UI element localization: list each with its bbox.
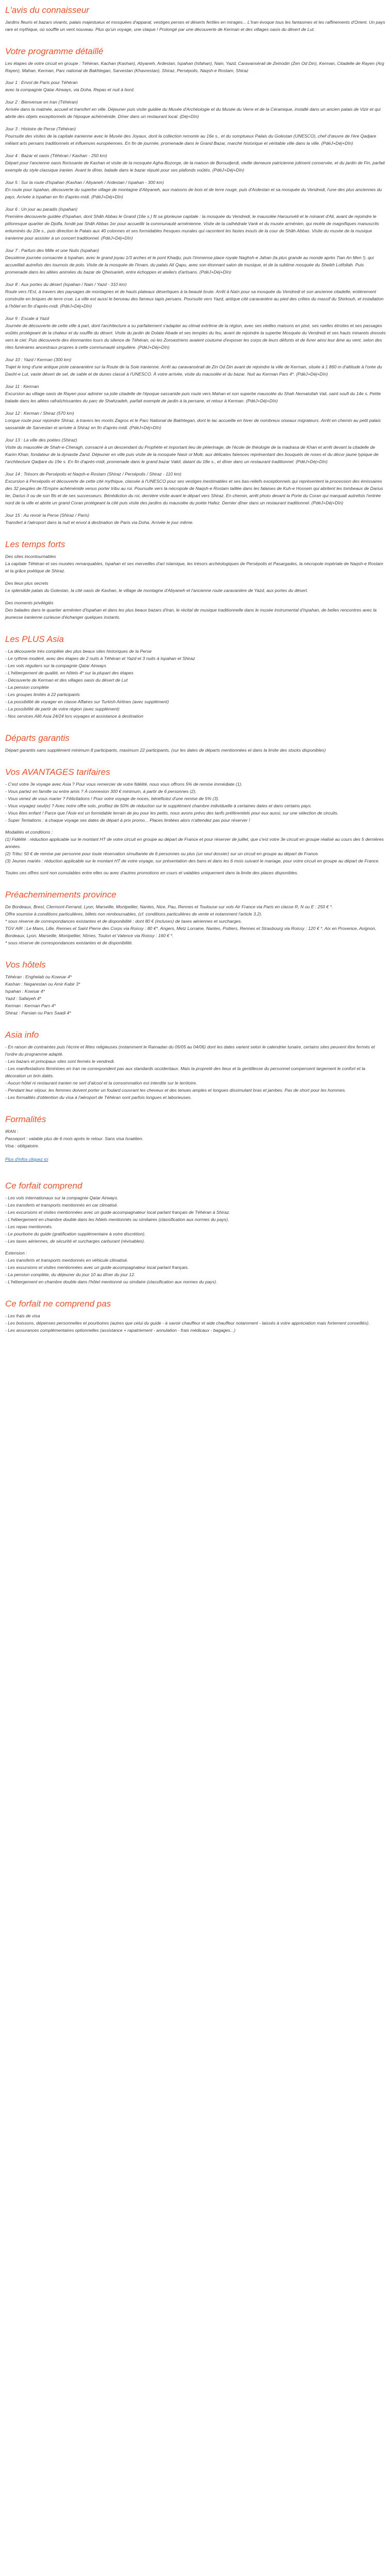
plus-asia-item: - Le rythme modéré, avec des étapes de 2 nuits à Téhéran et Yazd et 3 nuits à Ispahan et Shiraz: [5, 656, 195, 661]
compris-extra-list: [5, 1257, 386, 1285]
day-title: Jour 11 : Kerman: [5, 384, 39, 389]
compris-section: [5, 1181, 386, 1285]
day-description: Arrivée dans la matinée, accueil et transfert en ville. Déjeuner puis visite guidée du Musée d'Archéologie et du Musée du Verre et de la Céramique, installé dans un ancien palais de Vizir et qui abrite des objets exceptionnels de l'époque achéménide. Dîner dans un restaurant local. (Déj+Dîn): [5, 107, 381, 119]
temps-forts-list: [5, 553, 386, 621]
hotel-item: Kerman : Kerman Pars 4*: [5, 1003, 56, 1008]
plus-asia-item: - L'hébergement de qualité, en hôtels 4* sur la plupart des étapes: [5, 670, 134, 675]
temps-forts-title: Les temps forts: [5, 539, 66, 549]
formalites-section: [5, 1114, 386, 1167]
plus-asia-item: - Les groupes limités à 22 participants: [5, 692, 80, 697]
compris-extra-item: - La pension complète, du déjeuner du jour 10 au dîner du jour 12.: [5, 1272, 136, 1277]
compris-extra-item: - Les excursions et visites mentionnées avec un guide accompagnateur local parlant français.: [5, 1265, 189, 1270]
avantages-notes-title: Modalités et conditions :: [5, 829, 53, 835]
compris-extra-item: - Les transferts et transports mentionnés en véhicule climatisé.: [5, 1258, 128, 1263]
itinerary-day: [5, 512, 386, 526]
day-title: Jour 8 : Aux portes du désert (Ispahan / Nain / Yazd - 310 km): [5, 282, 127, 287]
formalites-more-link[interactable]: Plus d'infos cliquez ici: [5, 1157, 48, 1162]
avantage-item: - Super Tentations : à chaque voyage ses dates de départ à prix promo... Places limitées alors n'attendez pas pour réserver !: [5, 818, 250, 823]
preacheminements-title: Préacheminements province: [5, 890, 117, 900]
temps-fort-heading: Des lieux plus secrets: [5, 581, 48, 586]
asia-info-list: [5, 1043, 386, 1101]
compris-item: - Les taxes aériennes, de sécurité et surcharges carburant (révisables).: [5, 1239, 145, 1244]
hotel-item: Shiraz : Parsian ou Pars Saadi 4*: [5, 1010, 71, 1015]
plus-asia-item: - Les vols réguliers sur la compagnie Qatar Airways: [5, 663, 106, 668]
day-description: Excursion à Persépolis et découverte de cette cité mythique, classée à l'UNESCO pour ses vestiges inestimables et ses bas-reliefs exceptionnels qui représentent la procession des émissaires des 32 peuples de l'Empire achéménide venus porter tribu au roi. Poursuite vers la nécropole de Naqsh-e Rostam taillée dans les falaises de Kuh-e Hossein qui abritent les tombeaux de Darius Ier, Darius II ou de son fils et de ses successeurs. Bénédiction du roi, dernière visite avant le départ vers Shiraz. En chemin, arrêt photo devant la Porte du Coran qui marquait autrefois l'entrée nord de la ville et abrite un grand Coran protégeant la cité puis visite des jardins du mausolée du poète Hafez. Dernier dîner dans un restaurant traditionnel. (PdéJ+Déj+Dîn): [5, 479, 383, 505]
day-description: Première découverte guidée d'Ispahan, dont Shâh Abbas le Grand (16e s.) fit sa glorieuse capitale : la mosquée du Vendredi, le mausolée Harounvéli et le minaret d'Ali, avant de rejoindre le pittoresque quartier de Djolfa, fondé par Shâh Abbas 1er pour accueillir la communauté arménienne. Visite de la cathédrale Vank et du musée arménien, qui recèle de magnifiques manuscrits enluminés du 10e s., puis direction le Palais aux 40 colonnes et ses formidables fresques murales qui racontent les fastes inouïs de la cour de Shâh Abbas. Visite du musée de la musique iranienne pour assister à un concert traditionnel. (PdéJ+Déj+Dîn): [5, 214, 379, 241]
itinerary-day: [5, 206, 386, 242]
itinerary-day: [5, 410, 386, 431]
day-title: Jour 12 : Kerman / Shiraz (570 km): [5, 411, 74, 416]
itinerary-day: [5, 179, 386, 200]
avantage-item: - Vous êtes enfant ! Parce que l'Asie est un formidable terrain de jeu pour les petits, nous avons prévu des tarifs préférentiels pour eux aussi, sur une sélection de circuits.: [5, 810, 339, 816]
temps-fort-text: Des balades dans le quartier arménien d'Ispahan et dans les plus beaux bazars d'Iran, le récital de musique traditionnelle dans le musée instrumental d'Ispahan, de belles rencontres avec la jeunesse iranienne curieuse d'échanger quelques instants.: [5, 607, 377, 620]
temps-fort-text: La capitale Téhéran et ses musées remarquables, Ispahan et ses merveilles d'art islamique, les trésors archéologiques de Persépolis et Pasargades, la nécropole impériale de Naqsh-e Rostam et la grâce poétique de Shiraz.: [5, 561, 383, 573]
avantage-item: - Vous venez de vous marier ? Félicitations ! Pour votre voyage de noces, bénéficiez d'une remise de 5% (3).: [5, 796, 219, 801]
compris-title: Ce forfait comprend: [5, 1181, 83, 1191]
avantage-item: - Vous partez en famille ou entre amis ? À connexion 300 € minimum, à partir de 6 personnes (2).: [5, 789, 197, 794]
day-title: Jour 13 : La ville des poètes (Shiraz): [5, 437, 77, 443]
itinerary-day: [5, 356, 386, 378]
plus-asia-item: - La possibilité de voyager en classe Affaires sur Turkish Airlines (avec supplément): [5, 699, 169, 704]
formalites-list: [5, 1128, 386, 1149]
non-compris-item: - Les boissons, dépenses personnelles et pourboires (autres que celui du guide - à savoir chauffeur et aide chauffeur notamment - laissés à votre appréciation mais fortement conseillés).: [5, 1320, 370, 1326]
asia-info-item: - Les manifestations féminines en Iran ne correspondent pas aux standards occidentaux. Mais la propreté des lieux et la gentillesse du personnel compensent largement le confort et la décoration un brin datés.: [5, 1066, 365, 1078]
formalite-item: Passeport : valable plus de 6 mois après le retour. Sans visa Israélien.: [5, 1136, 143, 1141]
temps-fort-item: [5, 599, 386, 621]
itinerary-day: [5, 98, 386, 120]
avantage-note: (1) Fidélité : réduction applicable sur le montant HT de votre circuit en groupe au départ de France et pour réserver de juillet, que c'est votre 3e circuit en groupe réalisé au cours des 5 dernières années.: [5, 837, 384, 849]
avantages-notes: [5, 836, 386, 865]
intro-text: Jardins fleuris et bazars vivants, palais majestueux et mosquées d'apparat, vestiges perses et déserts fertiles en mirages... L'Iran évoque tous les fantasmes et les raffinements d'Orient. Un pays rare et mythique, où souffle un vent nouveau. Plus qu'un voyage, une claque ! Prolongé par une découverte de Kerman et des villages oasis du désert de Lut.: [5, 20, 385, 32]
day-title: Jour 4 : Bazar et oasis (Téhéran / Kashan - 250 km): [5, 153, 107, 158]
day-description: Route vers l'Est, à travers des paysages de montagnes et de hauts plateaux désertiques à la beauté brute. Arrêt à Naïn pour sa mosquée du Vendredi et son ancienne citadelle, entièrement construite en briques de terre crue. La ville est aussi le berceau des fameux tapis persans. Poursuite vers Yazd, antique cité caravanière au pied des crêtes du massif du Shirkouh, et installation à l'hôtel en fin d'après-midi. (PdéJ+Déj+Dîn): [5, 289, 384, 309]
plus-asia-item: - La possibilité de partir de votre région (avec supplément): [5, 706, 120, 711]
programme-section: [5, 46, 386, 526]
formalite-item: Visa : obligatoire.: [5, 1143, 39, 1148]
compris-item: - Les excursions et visites mentionnées avec un guide accompagnateur local parlant français de Téhéran à Shiraz.: [5, 1210, 231, 1215]
itinerary-day: [5, 315, 386, 351]
compris-extra-item: - L'hébergement en chambre double dans l'hôtel mentionné ou similaire (classification aux normes du pays).: [5, 1279, 218, 1284]
avantage-note: (2) Tribu: 50 € de remise par personne pour toute réservation simultanée de 6 personnes ou plus (un seul dossier) sur un circuit en groupe au départ de France.: [5, 851, 319, 856]
itinerary-day: [5, 281, 386, 310]
day-description: avec la compagnie Qatar Airways, via Doha. Repas et nuit à bord.: [5, 87, 135, 92]
asia-info-item: - Pendant leur séjour, les femmes doivent porter un foulard couvrant les cheveux et des tenues amples et longues dissimulant bras et jambes. Pas de short pour les hommes.: [5, 1088, 346, 1093]
temps-fort-item: [5, 580, 386, 594]
non-compris-title: Ce forfait ne comprend pas: [5, 1299, 111, 1309]
day-description: En route pour Ispahan, découverte du superbe village de montagne d'Abyaneh, aux maisons de bois et de terre rouge, puis d'Ardestan et sa mosquée du Vendredi, l'une des plus anciennes du pays. Arrivée à Ispahan en fin d'après-midi. (PdéJ+Déj+Dîn): [5, 187, 382, 199]
day-description: Journée de découverte de cette ville à part, dont l'architecture a su parfaitement s'adapter au climat extrême de la région, avec ses vieilles maisons en pisé, ses ruelles étroites et ses passages voûtés protégeant de la chaleur et du souffle du désert. Visite du jardin de Dolate Abade et ses temples du feu, avant de rejoindre la superbe Mosquée du Vendredi et ses hauts minarets dressés vers le ciel. Puis découverte des étonnantes tours du silence de Téhéran, où les Zoroastriens avaient coutume d'exposer les corps de leurs défunts et de livrer ainsi leur âme au vent, selon des rites funéraires ancestraux propres à cette communauté singulière. (PdéJ+Déj+Dîn): [5, 323, 386, 350]
formalite-item: IRAN :: [5, 1129, 19, 1134]
day-description: Excursion au village oasis de Rayen pour admirer sa jolie citadelle de l'époque sassanide puis route vers Mahan et son superbe mausolée du Shah Nematollah Vali, saint soufi du 14e s. Petite balade dans les allées rafraîchissantes du parc de Shahzadeh, parfait exemple de jardin à la persane, et retour à Kerman. (PdéJ+Déj+Dîn): [5, 391, 381, 403]
preacheminements-section: [5, 890, 386, 946]
asia-info-title: Asia info: [5, 1030, 39, 1040]
avantage-item: - C'est votre 3e voyage avec Asia ? Pour vous remercier de votre fidélité, nous vous offrons 5% de remise immédiate (1).: [5, 782, 242, 787]
day-title: Jour 14 : Trésors de Persépolis et Naqsh-e Rostam (Shiraz / Persépolis / Shiraz - 110 km): [5, 471, 182, 477]
avantages-section: [5, 767, 386, 876]
hotels-list: [5, 973, 386, 1016]
avantages-footer: Toutes ces offres sont non cumulables entre elles ou avec d'autres promotions en cours et valables uniquement dans la limite des places disponibles.: [5, 870, 299, 875]
hotels-title: Vos hôtels: [5, 960, 46, 970]
intro-title: L'avis du connaisseur: [5, 5, 89, 15]
temps-fort-heading: Des sites incontournables: [5, 554, 56, 559]
day-description: Transfert à l'aéroport dans la nuit et envol à destination de Paris via Doha. Arrivée le jour même.: [5, 520, 194, 525]
avantages-title: Vos AVANTAGES tarifaires: [5, 767, 110, 777]
compris-item: - Le pourboire du guide (gratification supplémentaire à votre discrétion).: [5, 1231, 146, 1236]
itinerary-day: [5, 383, 386, 404]
non-compris-list: [5, 1312, 386, 1334]
departs-title: Départs garantis: [5, 733, 70, 743]
plus-asia-item: - La découverte très complète des plus beaux sites historiques de la Perse: [5, 649, 152, 654]
itinerary-day: [5, 247, 386, 276]
temps-fort-text: Le splendide palais du Golestan, la cité oasis de Kashan, le village de montagne d'Abyaneh et l'ancienne route caravanière de Yazd, aux portes du désert.: [5, 588, 308, 593]
day-description: Deuxième journée consacrée à Ispahan, avec le grand joyau 1/3 arches et le pont Khadju, puis l'immense place royale Naghsh-e Jahan (la plus grande au monde après Tian An Men !), qui accueillait autrefois des tournois de polo. Visite de la mosquée de l'Imam, du palais Ali Qapu, avec son étonnant salon de musique, et de la sublime mosquée du Sheikh Lotfollah. Puis promenade dans les allées animées du bazar de Qheisarieh, entre échoppes et ateliers d'artisans. (PdéJ+Déj+Dîn): [5, 255, 374, 275]
asia-info-item: - Aucun hôtel ni restaurant iranien ne sert d'alcool et la consommation est interdite sur le territoire.: [5, 1080, 197, 1086]
day-description: Visite du mausolée de Shah-e-Cheragh, consacré à un descendant du Prophète et important lieu de pèlerinage, de l'école de théologie de la madrasa de Khan et arrêt devant la citadelle de Karim Khan, fondateur de la dynastie Zand. Déjeuner en ville puis visite de la mosquée Nasir ol Molk, aux délicates faïences représentant des bouquets de roses et du décor jaune typique de l'architecture Qadjare du 19e s. En fin d'après-midi, promenade dans le grand bazar Vakil, datant du 18e s., et dîner dans un restaurant traditionnel. (PdéJ+Déj+Dîn): [5, 445, 379, 464]
plus-asia-title: Les PLUS Asia: [5, 634, 64, 644]
day-title: Jour 10 : Yazd / Kerman (300 km): [5, 357, 72, 362]
day-description: Poursuite des visites de la capitale iranienne avec le Musée des Joyaux, dont la collection remonte au 16e s., et du somptueux Palais du Golestan (UNESCO), chef d'œuvre de l'ère Qadjare mêlant arts persans traditionnels et influences européennes. En fin de journée, promenade dans le Grand Bazar, marché historique et véritable ville dans la ville. (PdéJ+Déj+Dîn): [5, 133, 377, 146]
day-title: Jour 7 : Parfum des Mille et une Nuits (Ispahan): [5, 248, 99, 253]
non-compris-item: - Les assurances complémentaires optionnelles (assistance + rapatriement - annulation - frais médicaux - bagages...): [5, 1328, 236, 1333]
day-description: Départ pour l'ancienne oasis florissante de Kashan et visite de la mosquée Agha-Bozorge, de la maison de Boroudjerdi, vieille demeure patricienne joliment conservée, et du jardin de Fin, parfait exemple du style classique iranien. Avant le dîner, balade dans le bazar réputé pour ses plafonds voûtés. (PdéJ+Déj+Dîn): [5, 160, 385, 173]
intro-section: [5, 5, 386, 33]
compris-item: - L'hébergement en chambre double dans les hôtels mentionnés ou similaires (classification aux normes du pays).: [5, 1217, 229, 1222]
hotel-item: Yazd : Safaiyeh 4*: [5, 996, 42, 1001]
day-title: Jour 9 : Escale à Yazd: [5, 316, 50, 321]
day-title: Jour 3 : Histoire de Perse (Téhéran): [5, 126, 76, 131]
avantage-item: - Vous voyagez seul(e) ? Avec notre offre solo, profitez de 50% de réduction sur le supplément chambre individuelle à certaines dates et dans certains pays.: [5, 803, 312, 808]
non-compris-item: - Les frais de visa: [5, 1313, 40, 1318]
programme-intro: Les étapes de votre circuit en groupe : Téhéran, Kachan (Kashan), Abyaneh, Ardestan, Ispahan (Isfahan), Nain, Yazd, Caravansérail de Zeinodin (Zen Od Din), Kerman, Citadelle de Rayen (Arg Rayen), Mahan, Kerman, Parc national de Bakhtegan, Sarvestan (Khavrestan), Shiraz, Persépolis, Naqsh-e Rostam, Shiraz: [5, 61, 384, 73]
itinerary-day: [5, 79, 386, 93]
formalites-title: Formalités: [5, 1114, 46, 1124]
itinerary-day: [5, 125, 386, 147]
compris-extra-title: Extension :: [5, 1250, 27, 1256]
asia-info-item: - En raison de contraintes puis l'écrire et fêtes religieuses (notamment le Ramadan du 05/05 au 04/06) dont les dates varient selon le calendrier lunaire, certains sites peuvent être fermés et l'ordre du programme adapté.: [5, 1044, 375, 1057]
departs-section: [5, 733, 386, 754]
day-title: Jour 1 : Envol de Paris pour Téhéran: [5, 80, 78, 85]
plus-asia-item: - La pension complète: [5, 685, 49, 690]
hotels-section: [5, 960, 386, 1016]
avantage-note: (3) Jeunes mariés : réduction applicable sur le montant HT de votre voyage, sur présentation des bans et dans les 6 mois suivant le mariage, pour votre circuit en groupe au départ de France.: [5, 858, 380, 863]
hotel-item: Téhéran : Enghelab ou Kowsar 4*: [5, 974, 72, 979]
compris-item: - Les transferts et transports mentionnés en car climatisé.: [5, 1202, 118, 1208]
day-description: Trajet le long d'une antique piste caravanière sur la Route de la Soie iranienne. Arrêt au caravansérail de Zin Od Din avant de rejoindre la ville de Kerman, située à 1 860 m d'altitude à l'orée du Dasht-e Lut, vaste désert de sel, de sable et de dunes classé à l'UNESCO. À votre arrivée, visite du mausolée et du bazar. Nuit au Kerman Pars 4*. (PdéJ+Déj+Dîn): [5, 364, 382, 377]
day-title: Jour 6 : Un jour au paradis (Ispahan): [5, 207, 77, 212]
day-title: Jour 15 : Au revoir la Perse (Shiraz / Paris): [5, 513, 90, 518]
day-description: Longue route pour rejoindre Shiraz, à travers les monts Zagros et le Parc National de Bakhtegan, dont le lac accueille en hiver de nombreux oiseaux migrateurs. Arrêt en chemin au petit palais sassanide de Sarvestan et arrivée à Shiraz en fin d'après-midi. (PdéJ+Déj+Dîn): [5, 418, 381, 430]
itinerary-day: [5, 470, 386, 506]
compris-item: - Les vols internationaux sur la compagnie Qatar Airways.: [5, 1195, 119, 1200]
non-compris-section: [5, 1299, 386, 1334]
temps-fort-item: [5, 553, 386, 574]
plus-asia-item: - Nos services Allô Asia 24/24 lors voyages et assistance à destination: [5, 714, 143, 719]
preacheminements-paragraph: De Bordeaux, Brest, Clermont-Ferrand, Lyon, Marseille, Montpellier, Nantes, Nice, Pau, Rennes et Toulouse sur vols Air France via Paris en classe R, N ou E : 250 € *. Offre soumise à conditions particulières, billets non remboursables, (cf. conditions particulières de vente et notamment l'article 3.2). * sous réserve de correspondances existantes et de disponibilité : dont 80 € (incluses) de taxes aériennes et surcharges. TGV AIR : Le Mans, Lille, Rennes et Saint Pierre des Corps via Roissy : 80 €*. Angers, Metz Lorraine, Nantes, Poitiers, Rennes et Strasbourg via Roissy : 120 € *. Aix en Provence, Avignon, Bordeaux, Lyon, Marseille, Montpellier, Nîmes, Toulon et Valence via Roissy : 160 € *. * sous réserve de correspondances existantes et de disponibilité.: [5, 904, 377, 945]
day-title: Jour 5 : Sur la route d'Ispahan (Kashan / Abyaneh / Ardestan / Ispahan - 300 km): [5, 180, 164, 185]
temps-forts-section: [5, 539, 386, 621]
compris-item: - Les repas mentionnés.: [5, 1224, 53, 1229]
plus-asia-item: - Découverte de Kerman et des villages oasis du désert de Lut: [5, 677, 128, 683]
preacheminements-text: [5, 903, 386, 946]
day-title: Jour 2 : Bienvenue en Iran (Téhéran): [5, 99, 78, 105]
hotel-item: Ispahan : Kowsar 4*: [5, 989, 45, 994]
asia-info-item: - Les bazars et principaux sites sont fermés le vendredi.: [5, 1059, 115, 1064]
temps-fort-heading: Des moments privilégiés: [5, 600, 54, 605]
plus-asia-list: [5, 648, 386, 720]
avantages-list: [5, 781, 386, 824]
asia-info-section: [5, 1030, 386, 1101]
plus-asia-section: [5, 634, 386, 720]
programme-title: Votre programme détaillé: [5, 46, 104, 56]
compris-list: [5, 1194, 386, 1245]
asia-info-item: - Les formalités d'obtention du visa à l'aéroport de Téhéran sont parfois longues et laborieuses.: [5, 1095, 192, 1100]
itinerary-day: [5, 152, 386, 174]
hotel-item: Kashan : Negarestan ou Amir Kabir 3*: [5, 981, 80, 987]
itinerary-days: [5, 79, 386, 526]
departs-text: Départ garantis sans supplément minimum 8 participants, maximum 22 participants, (sur les dates de départs mentionnées et dans la limite des stocks disponibles): [5, 748, 326, 753]
itinerary-day: [5, 436, 386, 465]
